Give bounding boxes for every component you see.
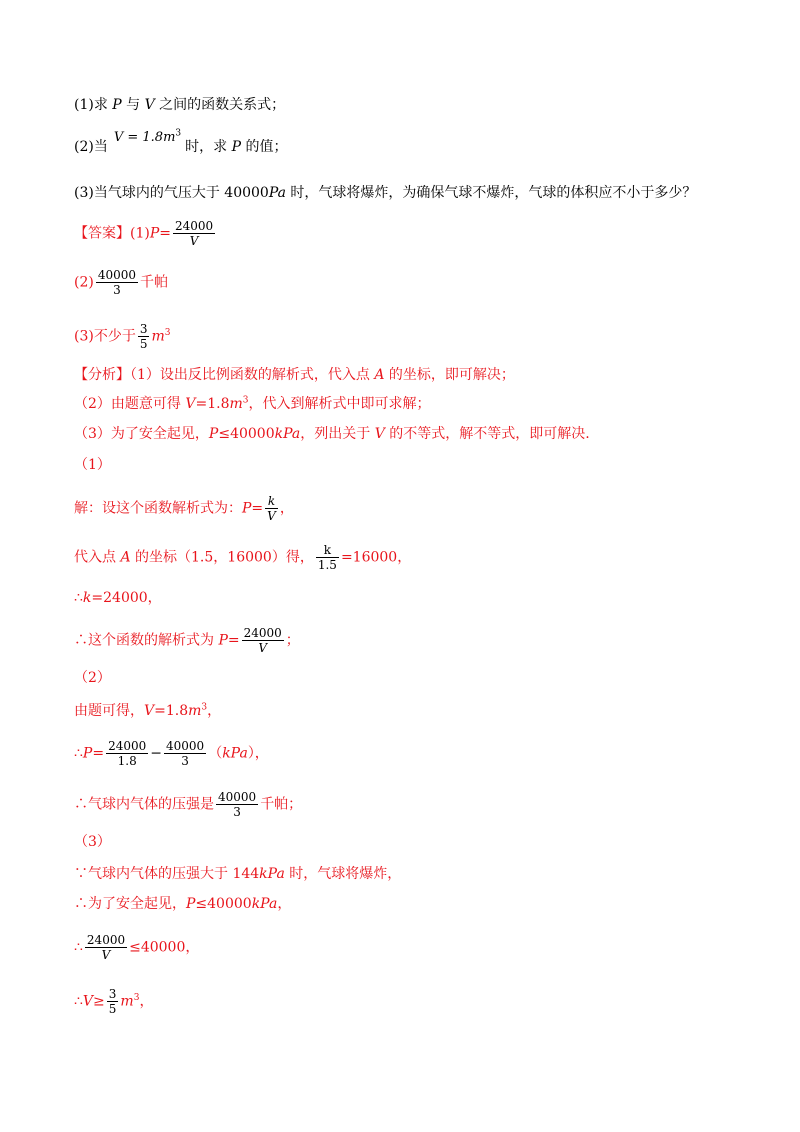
a3-unit: m	[151, 328, 165, 345]
s2-l1-exp: 3	[201, 702, 208, 713]
s3-l1-b: 时，气球将爆炸，	[284, 866, 402, 882]
solution-1-line-2	[74, 543, 411, 572]
s2-l2-unit: kPa	[222, 745, 248, 762]
s2-l2-eq: =	[92, 745, 105, 762]
a3-exp: 3	[164, 327, 171, 338]
s2-l2-num2: 40000	[166, 739, 205, 753]
analysis-p3-unit: kPa	[274, 426, 301, 442]
a3-fraction	[138, 322, 150, 351]
analysis-p3-c: ，列出关于	[300, 426, 375, 442]
s1-l4-num: 24000	[243, 626, 282, 640]
s2-l1-a: 由题可得，	[74, 703, 144, 719]
s2-label: （2）	[74, 670, 111, 686]
s3-l1-a: ∵气球内气体的压强大于 144	[74, 866, 260, 882]
analysis-3	[74, 425, 590, 443]
solution-1-line-4	[74, 626, 300, 655]
s3-l4-num: 3	[108, 987, 117, 1001]
s1-l4-den: V	[242, 640, 284, 655]
q2-condition-text: V = 1.8m	[113, 130, 176, 145]
s2-l2-unit-close: ），	[247, 745, 269, 762]
s1-l1-num: k	[267, 494, 276, 508]
s2-l3-num: 40000	[218, 790, 257, 804]
s1-l4-eq: =	[227, 632, 240, 649]
q2-suffix-a: 时，求	[185, 139, 232, 155]
q3-unit: Pa	[268, 185, 286, 201]
s2-l2-den1: 1.8	[106, 753, 148, 768]
s2-l2-den2: 3	[164, 753, 206, 768]
question-3	[74, 184, 696, 202]
s3-l2-b: ≤40000	[195, 896, 252, 912]
s2-l1-unit: m	[188, 703, 202, 719]
s2-l2-unit-open: （	[208, 745, 223, 762]
q1-mid: 与	[121, 97, 145, 113]
analysis-p1-a: （1）设出反比例函数的解析式，代入点	[130, 367, 375, 383]
s1-l1-eq: =	[251, 500, 264, 517]
q2-condition	[114, 130, 181, 145]
analysis-p2-unit: m	[229, 396, 243, 412]
s1-l3-var: k	[82, 590, 92, 606]
analysis-p2-a: （2）由题意可得	[74, 396, 186, 412]
s2-l2-fraction-1	[106, 739, 148, 768]
s3-l4-fraction	[107, 987, 119, 1016]
s3-l4-var: V	[82, 993, 94, 1010]
s1-l2-den: 1.5	[317, 558, 337, 572]
analysis-p2-c: ，代入到解析式中即可求解；	[248, 396, 431, 412]
s1-l1-var: P	[242, 500, 252, 517]
s3-l3-num: 24000	[86, 933, 126, 947]
s1-l4-a: ∴这个函数的解析式为	[74, 632, 219, 649]
s2-l2-a: ∴	[74, 745, 83, 762]
solution-3-line-4	[74, 987, 153, 1016]
analysis-p3-var2: V	[374, 426, 385, 442]
s1-l1-end: ，	[279, 500, 294, 517]
analysis-p3-b: ≤40000	[218, 426, 275, 442]
answer-3	[74, 322, 171, 351]
s1-l1-fraction	[265, 494, 278, 523]
s1-label: （1）	[74, 457, 111, 473]
s1-l3-a: ∴	[74, 590, 83, 606]
s3-l2-unit: kPa	[251, 896, 278, 912]
analysis-p2-exp: 3	[242, 395, 249, 406]
a1-var: P	[149, 225, 160, 242]
s1-l1-den: V	[267, 509, 276, 523]
solution-3-line-3	[74, 933, 199, 962]
s3-l3-b: ≤40000，	[129, 939, 200, 956]
q2-var-p: P	[231, 139, 241, 155]
solution-1-label	[74, 456, 111, 474]
s1-l4-end: ；	[285, 632, 300, 649]
a2-num: 40000	[97, 268, 137, 282]
s2-l1-var: V	[144, 703, 155, 719]
analysis-p3-var: P	[208, 426, 219, 442]
a2-fraction	[96, 268, 138, 297]
solution-2-line-2	[74, 739, 269, 768]
s1-l2-num: k	[323, 543, 332, 557]
s2-l3-a: ∴气球内气体的压强是	[74, 796, 214, 813]
s3-l1-unit: kPa	[259, 866, 285, 882]
question-2	[74, 128, 288, 157]
s3-l2-a: ∴为了安全起见，	[74, 896, 186, 912]
q1-suffix: 之间的函数关系式；	[154, 97, 286, 113]
q3-suffix: 时，气球将爆炸，为确保气球不爆炸，气球的体积应不小于多少？	[285, 185, 697, 201]
s1-l2-a: 代入点	[74, 549, 121, 566]
analysis-p1-b: 的坐标，即可解决；	[384, 367, 515, 383]
a1-prefix: (1)	[130, 225, 150, 242]
s3-l2-var: P	[186, 896, 196, 912]
s3-l3-a: ∴	[74, 939, 83, 956]
q2-condition-exp: 3	[175, 128, 182, 139]
s1-l2-c: =16000，	[340, 549, 412, 566]
a1-num: 24000	[175, 219, 214, 233]
solution-3-label	[74, 833, 111, 851]
question-1	[74, 96, 285, 114]
analysis-tag: 【分析】	[74, 367, 130, 383]
a3-den: 5	[139, 337, 148, 351]
solution-1-line-1	[74, 494, 294, 523]
s1-l1-a: 解：设这个函数解析式为：	[74, 500, 242, 517]
solution-2-line-3	[74, 790, 302, 819]
q3-prefix: (3)当气球内的气压大于 40000	[74, 185, 269, 201]
q1-var-p: P	[112, 97, 122, 113]
analysis-p1-var: A	[374, 367, 385, 383]
analysis-1	[74, 366, 515, 384]
analysis-p2-var: V	[185, 396, 196, 412]
s2-l1-end: ，	[207, 703, 222, 719]
s2-l2-fraction-2	[164, 739, 206, 768]
s1-l2-b: 的坐标（1.5，16000）得，	[130, 549, 314, 566]
s3-l3-fraction	[85, 933, 127, 962]
s1-l2-fraction	[316, 543, 339, 572]
s1-l3-b: =24000，	[91, 590, 162, 606]
s2-l3-b: 千帕；	[260, 796, 303, 813]
solution-2-label	[74, 669, 111, 687]
solution-1-line-3	[74, 589, 162, 607]
s2-l3-fraction	[216, 790, 258, 819]
solution-3-line-1	[74, 865, 401, 883]
analysis-p3-a: （3）为了安全起见，	[74, 426, 209, 442]
s3-l3-den: V	[85, 947, 127, 962]
s3-l4-unit: m	[120, 993, 134, 1010]
s3-l2-c: ，	[277, 896, 292, 912]
q1-var-v: V	[144, 97, 155, 113]
analysis-p3-d: 的不等式，解不等式，即可解决.	[384, 426, 590, 442]
a1-fraction	[173, 219, 215, 248]
s1-l4-fraction	[242, 626, 284, 655]
a3-prefix: (3)不少于	[74, 328, 136, 345]
a2-den: 3	[96, 282, 138, 297]
a1-eq: =	[159, 225, 171, 242]
analysis-p2-b: =1.8	[195, 396, 230, 412]
s2-l1-b: =1.8	[154, 703, 189, 719]
solution-3-line-2	[74, 895, 291, 913]
s1-l4-var: P	[218, 632, 228, 649]
s2-l2-num1: 24000	[108, 739, 147, 753]
a2-unit: 千帕	[140, 274, 169, 291]
q2-suffix-b: 的值；	[241, 139, 288, 155]
s2-l3-den: 3	[216, 804, 258, 819]
s3-label: （3）	[74, 834, 111, 850]
s1-l2-var: A	[120, 549, 131, 566]
q2-prefix: (2)当	[74, 139, 108, 155]
s3-l4-end: ，	[139, 993, 154, 1010]
a1-den: V	[173, 233, 215, 248]
analysis-2	[74, 395, 431, 413]
answer-tag: 【答案】	[74, 225, 130, 242]
s3-l4-b: ≥	[93, 993, 105, 1010]
s3-l4-exp: 3	[133, 992, 140, 1003]
a2-prefix: (2)	[74, 274, 94, 291]
answer-1	[74, 219, 217, 248]
a3-num: 3	[139, 322, 148, 336]
s3-l4-den: 5	[108, 1002, 117, 1016]
s2-l2-var: P	[82, 745, 93, 762]
s2-l2-minus: −	[150, 745, 162, 762]
q1-prefix: (1)求	[74, 97, 113, 113]
s3-l4-a: ∴	[74, 993, 83, 1010]
answer-2	[74, 268, 168, 297]
solution-2-line-1	[74, 702, 221, 720]
